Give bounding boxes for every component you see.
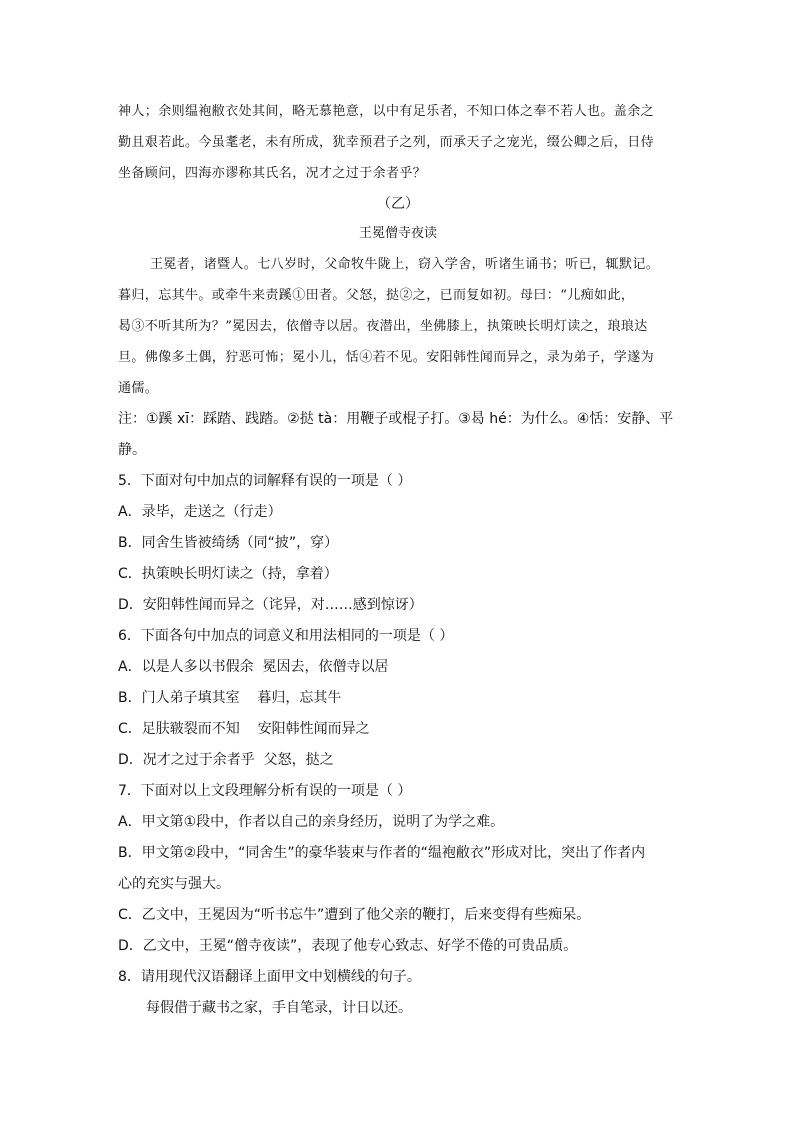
passage-line: 坐备顾问，四海亦谬称其氏名，况才之过于余者乎？: [118, 166, 427, 181]
option-b: B．甲文第②段中，“同舍生”的豪华装束与作者的“缊袍敝衣”形成对比，突出了作者内: [118, 845, 646, 861]
option-a: A．以是人多以书假余 冕因去，依僧寺以居: [118, 659, 389, 675]
annotation-notes: [118, 404, 678, 466]
document-page: [118, 96, 678, 1024]
option-c: C．执策映长明灯读之（持，拿着）: [118, 566, 338, 582]
question-stem: 5．下面对句中加点的词解释有误的一项是（ ）: [118, 473, 412, 489]
option-b: B．同舍生皆被绮绣（同“披”，穿）: [118, 535, 339, 551]
passage-line: 勤且艰若此。今虽耄老，未有所成，犹幸预君子之列，而承天子之宠光，缀公卿之后，日侍: [118, 135, 655, 150]
question-6: [118, 621, 678, 776]
option-c: C．乙文中，王冕因为“听书忘牛”遭到了他父亲的鞭打，后来变得有些痴呆。: [118, 907, 591, 923]
question-5: [118, 466, 678, 621]
passage-jia-tail: [118, 96, 678, 189]
option-b-continued: 心的充实与强大。: [118, 876, 230, 892]
passage-yi-title: 王冕僧寺夜读: [358, 226, 437, 241]
option-b: B．门人弟子填其室 暮归，忘其牛: [118, 690, 342, 706]
option-d: D．况才之过于余者乎 父怒，挞之: [118, 752, 334, 768]
question-stem: 8．请用现代汉语翻译上面甲文中划横线的句子。: [118, 969, 421, 985]
note-line: 注：①蹊 xī：踩踏、践踏。②挞 tà：用鞭子或棍子打。③曷 hé：为什么。④恬：安静、平: [118, 411, 674, 427]
passage-line-first: [118, 249, 678, 280]
passage-line: 曷③不听其所为？”冕因去，依僧寺以居。夜潜出，坐佛膝上，执策映长明灯读之，琅琅达: [118, 319, 648, 334]
translation-sentence: 每假借于藏书之家，手自笔录，计日以还。: [146, 1000, 412, 1016]
passage-line: 神人；余则缊袍敝衣处其间，略无慕艳意，以中有足乐者，不知口体之奉不若人也。盖余之: [118, 104, 655, 119]
passage-line: 王冕者，诸暨人。七八岁时，父命牧牛陇上，窃入学舍，听诸生诵书；听已，辄默记。: [150, 257, 660, 272]
question-stem: 6．下面各句中加点的词意义和用法相同的一项是（ ）: [118, 628, 454, 644]
option-c: C．足肤皲裂而不知 安阳韩性闻而异之: [118, 721, 370, 737]
option-d: D．乙文中，王冕“僧寺夜读”，表现了他专心致志、好学不倦的可贵品质。: [118, 938, 578, 954]
passage-line: 通儒。: [118, 381, 159, 396]
passage-yi-label: （乙）: [377, 196, 419, 212]
question-8: [118, 962, 678, 1024]
question-stem: 7．下面对以上文段理解分析有误的一项是（ ）: [118, 783, 412, 799]
passage-line: 暮归，忘其牛。或牵牛来责蹊①田者。父怒，挞②之，已而复如初。母曰：“儿痴如此，: [118, 288, 635, 303]
note-line: 静。: [118, 442, 146, 458]
option-a: A．甲文第①段中，作者以自己的亲身经历，说明了为学之难。: [118, 814, 505, 830]
passage-yi-body: [118, 249, 678, 404]
passage-line: 旦。佛像多土偶，狞恶可怖；冕小儿，恬④若不见。安阳韩性闻而异之，录为弟子，学遂为: [118, 350, 655, 365]
option-d: D．安阳韩性闻而异之（诧异，对……感到惊讶）: [118, 597, 423, 613]
option-a: A．录毕，走送之（行走）: [118, 504, 282, 520]
question-7: [118, 776, 678, 962]
